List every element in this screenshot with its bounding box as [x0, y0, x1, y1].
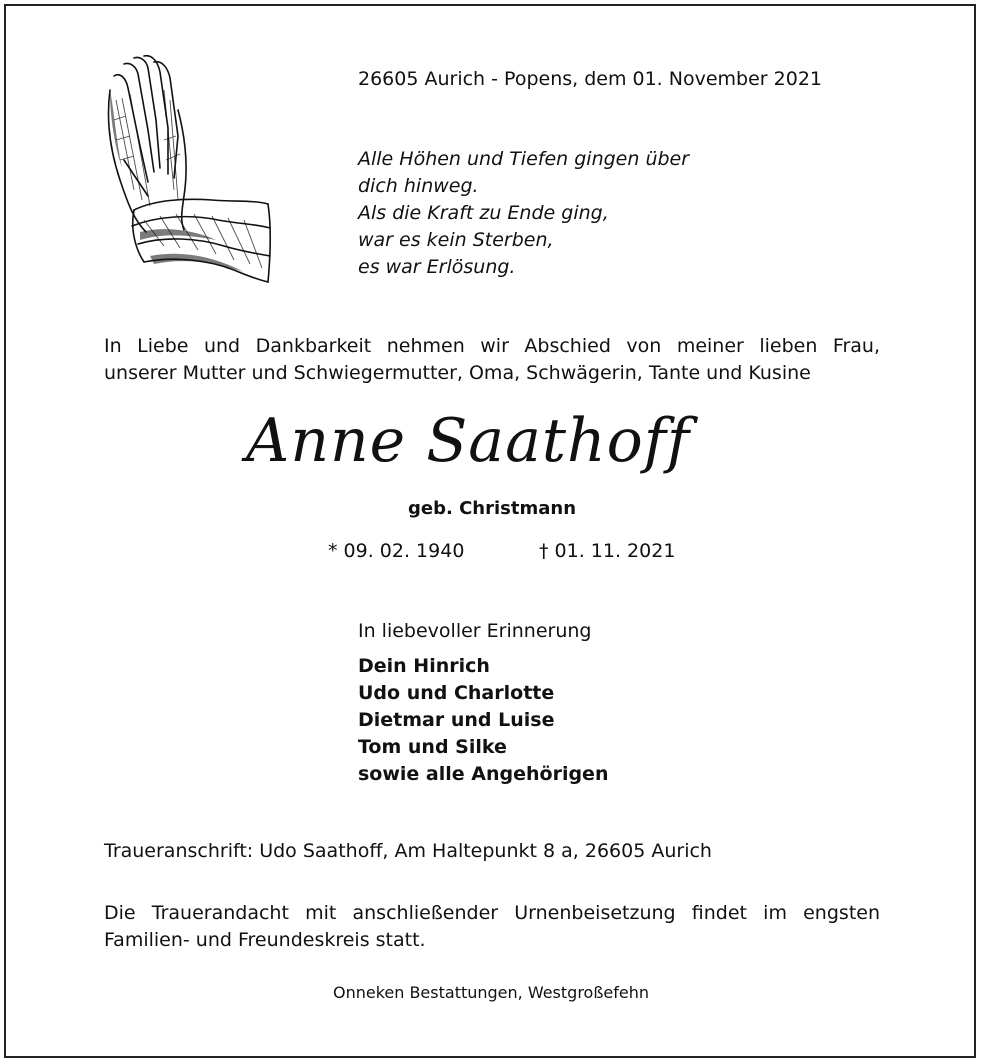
- deceased-name: Anne Saathoff: [246, 406, 691, 476]
- intro-line: unserer Mutter und Schwiegermutter, Oma, Schwägerin, Tante und Kusine: [104, 362, 811, 384]
- ceremony-line: Die Trauerandacht mit anschließender Urnenbeisetzung findet im engsten: [104, 902, 880, 924]
- poem-line: Alle Höhen und Tiefen gingen über: [358, 148, 690, 170]
- mourner-name: Dein Hinrich: [358, 655, 490, 677]
- mourner-name: sowie alle Angehörigen: [358, 763, 609, 785]
- maiden-name: geb. Christmann: [408, 498, 577, 519]
- death-date: † 01. 11. 2021: [539, 540, 676, 562]
- intro-line: In Liebe und Dankbarkeit nehmen wir Abschied von meiner lieben Frau,: [104, 335, 880, 357]
- praying-hands-icon: [104, 50, 272, 286]
- poem-line: war es kein Sterben,: [358, 229, 554, 251]
- mourner-name: Udo und Charlotte: [358, 682, 555, 704]
- dateline: 26605 Aurich - Popens, dem 01. November 2021: [358, 68, 822, 90]
- mourner-list: [358, 653, 608, 788]
- poem-line: dich hinweg.: [358, 175, 479, 197]
- memory-intro: In liebevoller Erinnerung: [358, 620, 592, 642]
- poem-line: Als die Kraft zu Ende ging,: [358, 202, 609, 224]
- ceremony-line: Familien- und Freundeskreis statt.: [104, 929, 426, 951]
- mourner-name: Tom und Silke: [358, 736, 507, 758]
- poem: [358, 146, 689, 281]
- mourner-name: Dietmar und Luise: [358, 709, 555, 731]
- undertaker: Onneken Bestattungen, Westgroßefehn: [332, 983, 650, 1002]
- birth-date: * 09. 02. 1940: [328, 540, 465, 562]
- ceremony-text: [104, 900, 880, 954]
- poem-line: es war Erlösung.: [358, 256, 516, 278]
- mourning-address: Traueranschrift: Udo Saathoff, Am Haltepunkt 8 a, 26605 Aurich: [104, 840, 712, 862]
- intro-text: [104, 333, 880, 387]
